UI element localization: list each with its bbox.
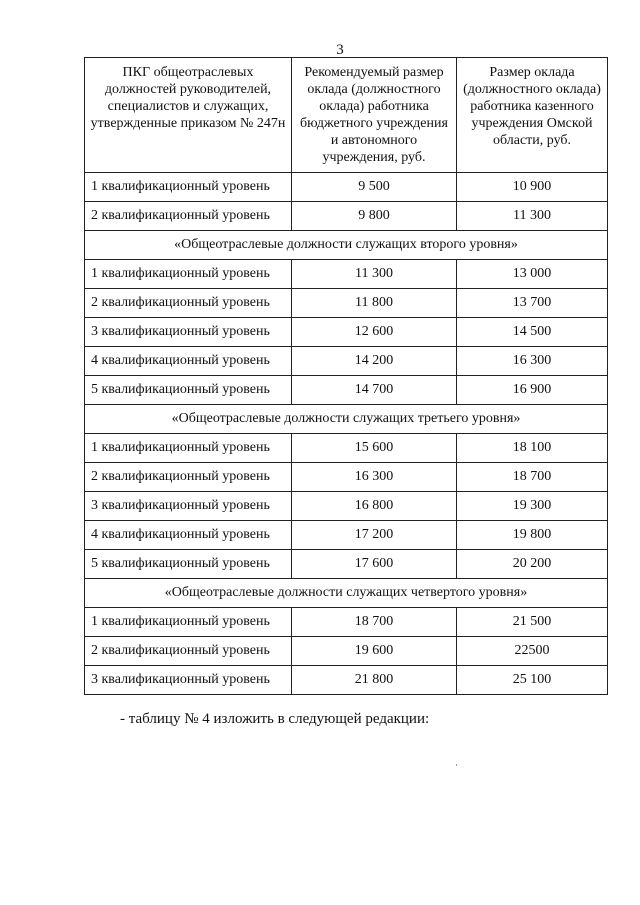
section-row	[85, 231, 608, 260]
recommended-salary-cell: 14 200	[292, 347, 457, 376]
recommended-salary-cell: 19 600	[292, 637, 457, 666]
level-cell: 1 квалификационный уровень	[85, 608, 292, 637]
salary-table	[84, 57, 608, 695]
section-row	[85, 579, 608, 608]
recommended-salary-cell: 12 600	[292, 318, 457, 347]
level-cell: 4 квалификационный уровень	[85, 521, 292, 550]
header-pkg: ПКГ общеотраслевых должностей руководителей, специалистов и служащих, утвержденные приказом № 247н	[85, 58, 292, 173]
table-row	[85, 492, 608, 521]
level-cell: 3 квалификационный уровень	[85, 318, 292, 347]
recommended-salary-cell: 17 600	[292, 550, 457, 579]
header-recommended-salary: Рекомендуемый размер оклада (должностного оклада) работника бюджетного учреждения и автономного учреждения, руб.	[292, 58, 457, 173]
recommended-salary-cell: 21 800	[292, 666, 457, 695]
recommended-salary-cell: 15 600	[292, 434, 457, 463]
table-row	[85, 376, 608, 405]
recommended-salary-cell: 16 300	[292, 463, 457, 492]
table-body	[85, 173, 608, 695]
table-row	[85, 521, 608, 550]
level-cell: 3 квалификационный уровень	[85, 666, 292, 695]
level-cell: 1 квалификационный уровень	[85, 173, 292, 202]
table-row	[85, 463, 608, 492]
table-row	[85, 608, 608, 637]
level-cell: 2 квалификационный уровень	[85, 463, 292, 492]
kazenny-salary-cell: 20 200	[457, 550, 608, 579]
recommended-salary-cell: 17 200	[292, 521, 457, 550]
table-row	[85, 637, 608, 666]
recommended-salary-cell: 9 800	[292, 202, 457, 231]
table-row	[85, 550, 608, 579]
table-header-row	[85, 58, 608, 173]
table-row	[85, 173, 608, 202]
section-title: «Общеотраслевые должности служащих четвертого уровня»	[85, 579, 608, 608]
kazenny-salary-cell: 13 000	[457, 260, 608, 289]
recommended-salary-cell: 11 300	[292, 260, 457, 289]
level-cell: 1 квалификационный уровень	[85, 260, 292, 289]
kazenny-salary-cell: 21 500	[457, 608, 608, 637]
kazenny-salary-cell: 25 100	[457, 666, 608, 695]
section-row	[85, 405, 608, 434]
level-cell: 1 квалификационный уровень	[85, 434, 292, 463]
table-row	[85, 666, 608, 695]
level-cell: 2 квалификационный уровень	[85, 202, 292, 231]
header-kazenny-salary: Размер оклада (должностного оклада) работника казенного учреждения Омской области, руб.	[457, 58, 608, 173]
recommended-salary-cell: 18 700	[292, 608, 457, 637]
level-cell: 2 квалификационный уровень	[85, 289, 292, 318]
kazenny-salary-cell: 11 300	[457, 202, 608, 231]
kazenny-salary-cell: 18 100	[457, 434, 608, 463]
level-cell: 2 квалификационный уровень	[85, 637, 292, 666]
kazenny-salary-cell: 10 900	[457, 173, 608, 202]
recommended-salary-cell: 11 800	[292, 289, 457, 318]
table-row	[85, 318, 608, 347]
page-number: 3	[336, 42, 344, 58]
level-cell: 5 квалификационный уровень	[85, 550, 292, 579]
section-title: «Общеотраслевые должности служащих третьего уровня»	[85, 405, 608, 434]
table-row	[85, 347, 608, 376]
section-title: «Общеотраслевые должности служащих второго уровня»	[85, 231, 608, 260]
recommended-salary-cell: 16 800	[292, 492, 457, 521]
level-cell: 3 квалификационный уровень	[85, 492, 292, 521]
footer-instruction: - таблицу № 4 изложить в следующей редакции:	[120, 711, 430, 727]
table-row	[85, 260, 608, 289]
kazenny-salary-cell: 22500	[457, 637, 608, 666]
kazenny-salary-cell: 14 500	[457, 318, 608, 347]
recommended-salary-cell: 9 500	[292, 173, 457, 202]
kazenny-salary-cell: 18 700	[457, 463, 608, 492]
level-cell: 4 квалификационный уровень	[85, 347, 292, 376]
table-row	[85, 434, 608, 463]
level-cell: 5 квалификационный уровень	[85, 376, 292, 405]
kazenny-salary-cell: 19 800	[457, 521, 608, 550]
table-row	[85, 289, 608, 318]
recommended-salary-cell: 14 700	[292, 376, 457, 405]
kazenny-salary-cell: 16 900	[457, 376, 608, 405]
kazenny-salary-cell: 19 300	[457, 492, 608, 521]
scan-artifact	[456, 764, 457, 766]
kazenny-salary-cell: 13 700	[457, 289, 608, 318]
kazenny-salary-cell: 16 300	[457, 347, 608, 376]
table-row	[85, 202, 608, 231]
